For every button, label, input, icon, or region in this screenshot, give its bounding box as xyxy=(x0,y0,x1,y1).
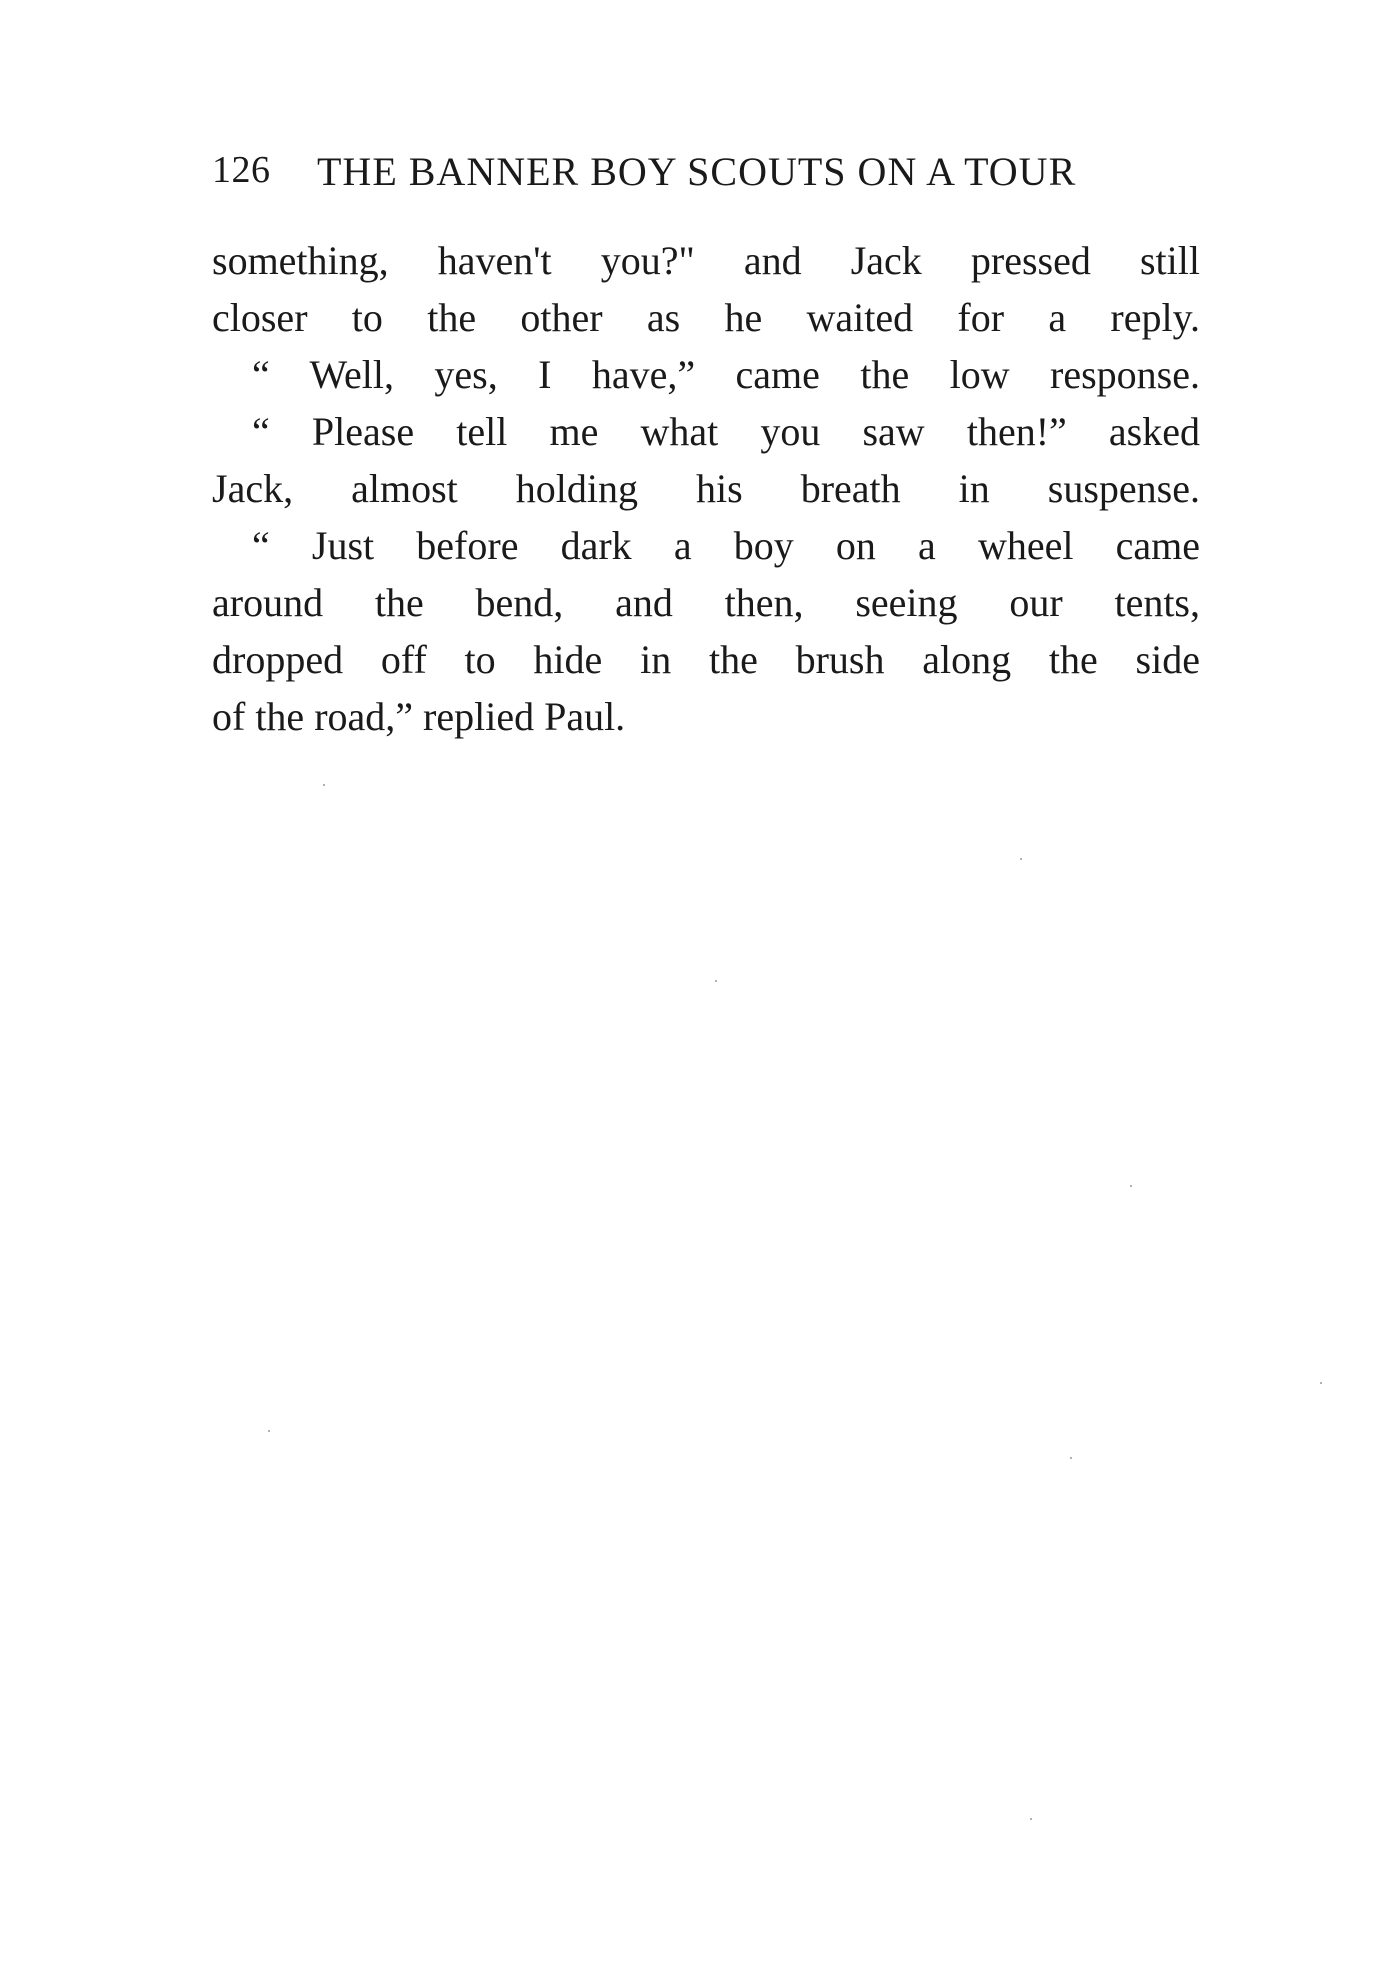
text-line: closer to the other as he waited for a reply. xyxy=(212,295,1200,340)
body-text xyxy=(212,232,1200,745)
scan-speck xyxy=(1070,1457,1072,1459)
scan-speck xyxy=(1030,1818,1032,1820)
scan-speck xyxy=(268,1430,270,1432)
text-line: of the road,” replied Paul. xyxy=(212,694,626,739)
scan-speck xyxy=(1320,1382,1322,1384)
text-line: something, haven't you?" and Jack pressed still xyxy=(212,238,1200,283)
text-line: “ Well, yes, I have,” came the low response. xyxy=(252,352,1200,397)
text-line: “ Please tell me what you saw then!” asked xyxy=(252,409,1200,454)
scan-speck xyxy=(1130,1185,1132,1187)
scan-speck xyxy=(715,980,717,982)
text-line: Jack, almost holding his breath in suspense. xyxy=(212,466,1200,511)
running-head xyxy=(212,148,1200,200)
text-line: around the bend, and then, seeing our tents, xyxy=(212,580,1200,625)
page-number: 126 xyxy=(212,149,271,191)
book-title: THE BANNER BOY SCOUTS ON A TOUR xyxy=(317,149,1077,194)
text-line: “ Just before dark a boy on a wheel came xyxy=(252,523,1200,568)
scan-speck xyxy=(323,784,325,786)
text-line: dropped off to hide in the brush along the side xyxy=(212,637,1200,682)
scan-speck xyxy=(1020,858,1022,860)
